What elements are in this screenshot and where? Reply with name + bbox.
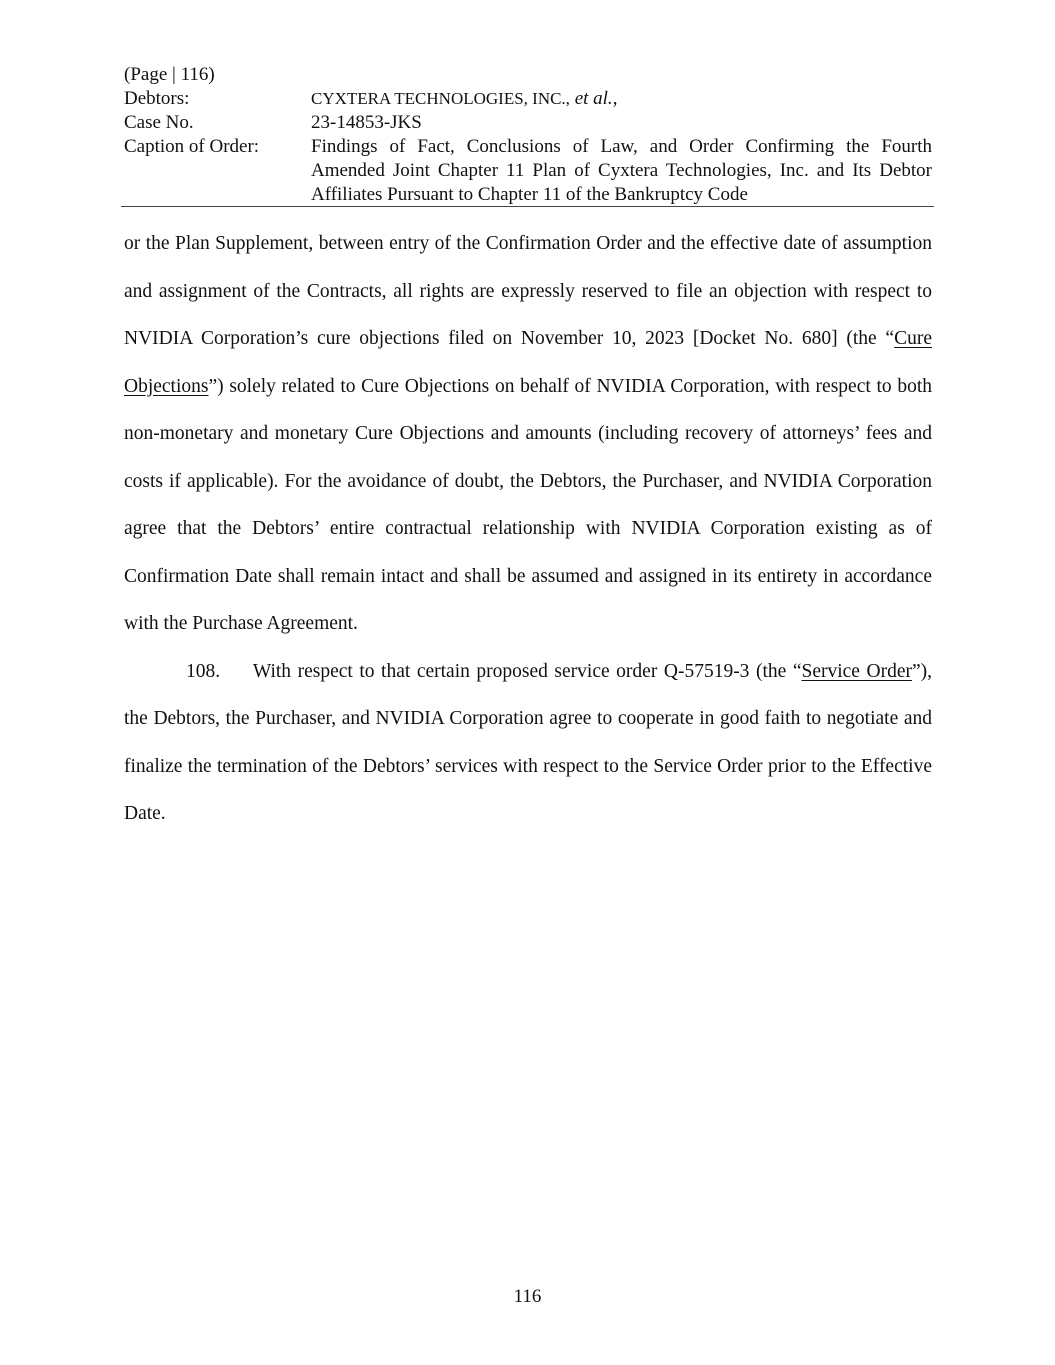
debtors-trailing-comma: ,	[612, 88, 618, 109]
paragraph-108	[124, 648, 932, 838]
paragraph-text-end: ”), the Debtors, the Purchaser, and NVIDIA Corporation agree to cooperate in good faith to negotiate and finalize the termination of the Debtors’ services with respect to the Service Order prior to the Effective Date.	[124, 660, 933, 824]
header-divider	[121, 206, 934, 207]
case-number-value: 23-14853-JKS	[311, 112, 422, 133]
document-body	[124, 220, 932, 838]
page-header	[124, 63, 932, 207]
paragraph-text-end: ”) solely related to Cure Objections on behalf of NVIDIA Corporation, with respect to both non-monetary and monetary Cure Objections and amounts (including recovery of attorneys’ fees and costs if applicable). For the avoidance of doubt, the Debtors, the Purchaser, and NVIDIA Corporation agree that the Debtors’ entire contractual relationship with NVIDIA Corporation existing as of Confirmation Date shall remain intact and shall be assumed and assigned in its entirety in accordance with the Purchase Agreement.	[124, 375, 932, 634]
case-number-row	[124, 111, 932, 135]
defined-term-cure-objections: Cure Objections	[124, 328, 932, 397]
debtors-name: CYXTERA TECHNOLOGIES, INC.,	[311, 89, 570, 108]
paragraph-text-start: or the Plan Supplement, between entry of the Confirmation Order and the effective date of assumption and assignment of the Contracts, all rights are expressly reserved to file an objection with respect to NVIDIA Corporation’s cure objections filed on November 10, 2023 [Docket No. 680] (the “	[124, 233, 932, 349]
caption-value: Findings of Fact, Conclusions of Law, and Order Confirming the Fourth Amended Joint Chapter 11 Plan of Cyxtera Technologies, Inc. and Its Debtor Affiliates Pursuant to Chapter 11 of the Bankruptcy Code	[311, 136, 932, 205]
defined-term-service-order: Service Order	[801, 660, 912, 682]
debtors-row	[124, 87, 932, 111]
debtors-value	[311, 87, 932, 111]
page-number: 116	[513, 1286, 542, 1307]
debtors-label: Debtors:	[124, 88, 190, 109]
debtors-et-al: et al.	[574, 88, 613, 109]
caption-label: Caption of Order:	[124, 136, 260, 157]
page-reference: (Page | 116)	[124, 64, 215, 85]
paragraph-number: 108.	[186, 660, 221, 682]
continued-paragraph	[124, 220, 932, 648]
paragraph-text-start: With respect to that certain proposed service order Q-57519-3 (the “	[252, 660, 802, 682]
page-reference-row	[124, 63, 932, 87]
caption-row	[124, 135, 932, 207]
case-number-label: Case No.	[124, 112, 194, 133]
